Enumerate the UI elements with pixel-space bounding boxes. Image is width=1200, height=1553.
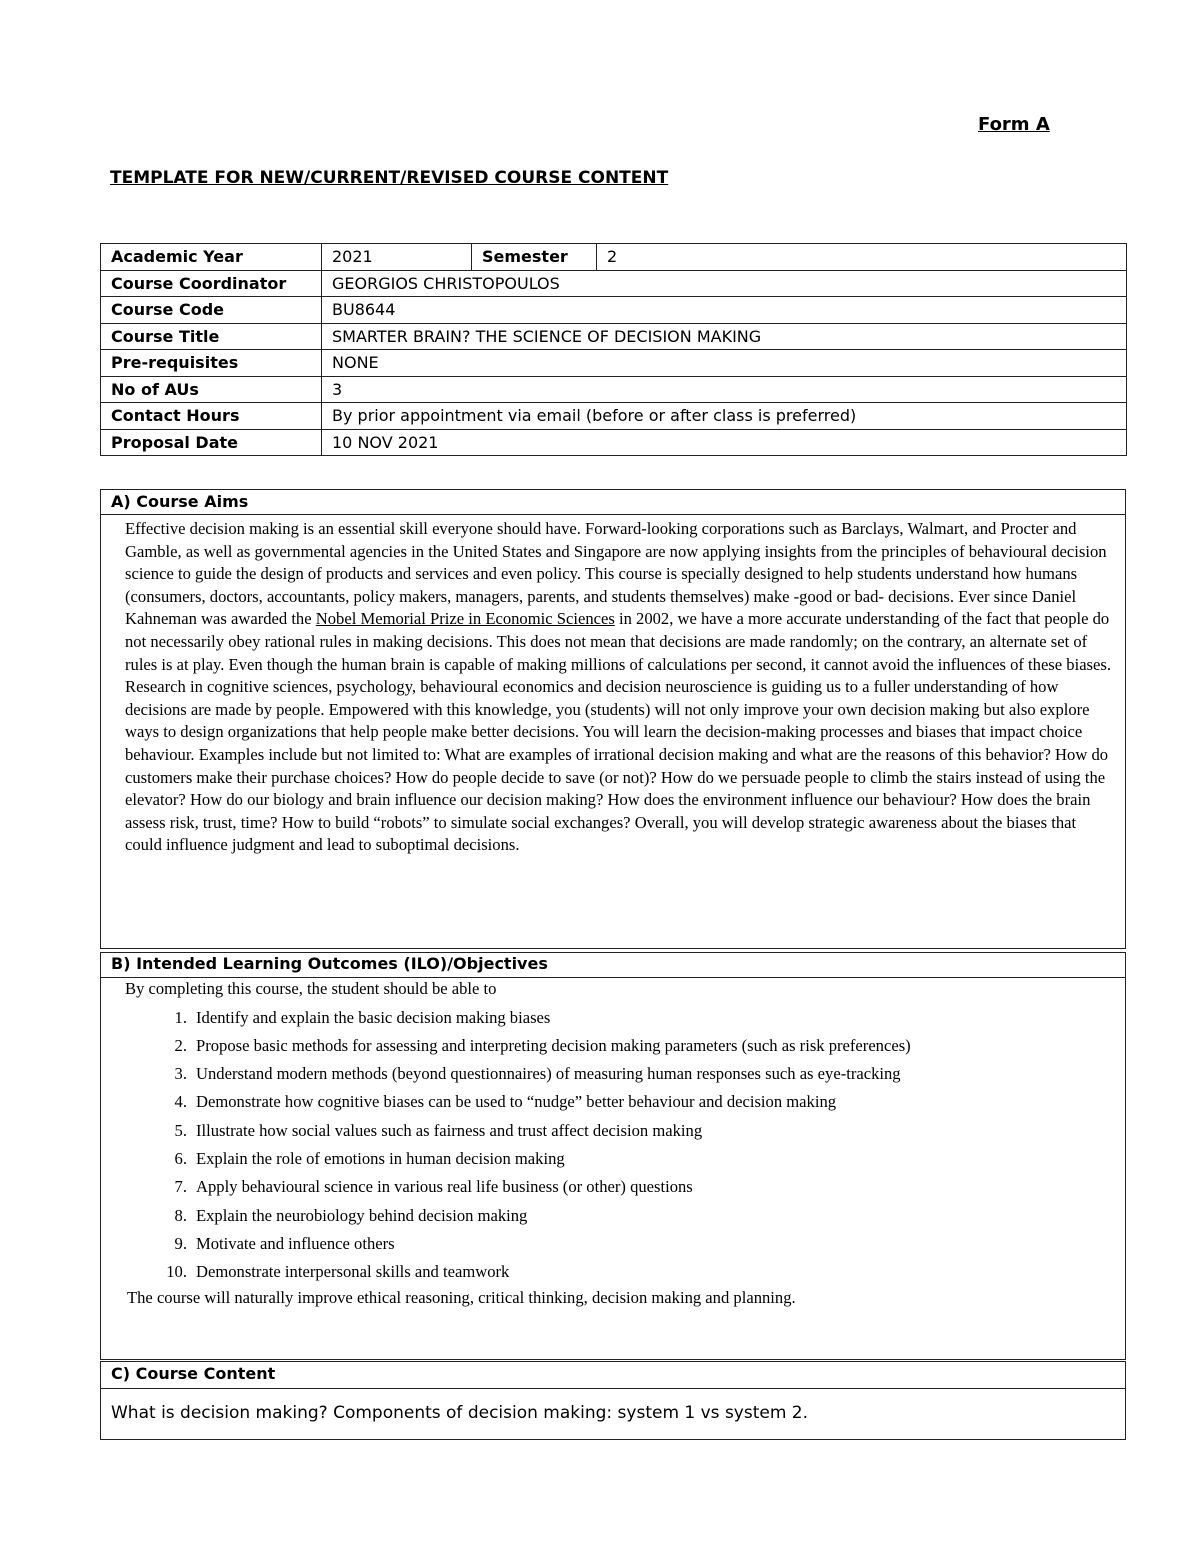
ilo-item-text: Understand modern methods (beyond questionnaires) of measuring human responses such as eye-tracking — [196, 1064, 901, 1084]
contact-hours-label: Contact Hours — [101, 403, 322, 430]
ilo-item-number: 9. — [174, 1233, 187, 1253]
ilo-item-number: 7. — [174, 1177, 187, 1197]
row-course-code — [101, 297, 1127, 324]
ilo-item-text: Apply behavioural science in various real life business (or other) questions — [196, 1177, 693, 1197]
ilo-item-text: Motivate and influence others — [196, 1233, 395, 1253]
ilo-item — [101, 1202, 1125, 1230]
prerequisites-value: NONE — [322, 350, 1127, 377]
semester-value: 2 — [597, 244, 1127, 271]
row-proposal-date — [101, 429, 1127, 456]
aims-text-before: Effective decision making is an essential skill everyone should have. Forward-looking corporations such as Barclays, Walmart, and Procter and Gamble, as well as governmental agencies in the United States and Singapore are now applying insights from the principles of behavioural decision science to guide the design of products and services and even policy. This course is specially designed to help students understand how humans (consumers, doctors, accountants, policy makers, managers, parents, and students themselves) make -good or bad- decisions. Ever since Daniel Kahneman was awarded the — [125, 519, 1107, 629]
ilo-item — [101, 1258, 1125, 1286]
ilo-item — [101, 1032, 1125, 1060]
ilo-item-text: Demonstrate how cognitive biases can be used to “nudge” better behaviour and decision making — [196, 1092, 837, 1112]
course-content-section — [100, 1361, 1126, 1440]
course-aims-text — [101, 515, 1125, 857]
course-content-line: What is decision making? Components of decision making: system 1 vs system 2. — [111, 1403, 809, 1423]
ilo-item-number: 6. — [174, 1149, 187, 1169]
row-contact-hours — [101, 403, 1127, 430]
course-aims-heading: A) Course Aims — [101, 490, 1125, 515]
course-title-value: SMARTER BRAIN? THE SCIENCE OF DECISION MAKING — [322, 323, 1127, 350]
aus-label: No of AUs — [101, 376, 322, 403]
ilo-item-number: 10. — [166, 1262, 187, 1282]
ilo-item-text: Illustrate how social values such as fairness and trust affect decision making — [196, 1120, 703, 1140]
ilo-item — [101, 1117, 1125, 1145]
academic-year-label: Academic Year — [101, 244, 322, 271]
ilo-item-number: 2. — [174, 1035, 187, 1055]
ilo-list — [101, 1004, 1125, 1287]
ilo-item — [101, 1088, 1125, 1116]
ilo-item-number: 5. — [174, 1120, 187, 1140]
proposal-date-value: 10 NOV 2021 — [322, 429, 1127, 456]
ilo-item-text: Demonstrate interpersonal skills and teamwork — [196, 1262, 510, 1282]
row-prerequisites — [101, 350, 1127, 377]
semester-label: Semester — [472, 244, 597, 271]
ilo-item-text: Propose basic methods for assessing and interpreting decision making parameters (such as risk preferences) — [196, 1035, 911, 1055]
ilo-closing: The course will naturally improve ethical reasoning, critical thinking, decision making and planning. — [127, 1287, 796, 1307]
course-info-table — [100, 243, 1127, 456]
course-code-label: Course Code — [101, 297, 322, 324]
ilo-item-text: Explain the role of emotions in human decision making — [196, 1149, 565, 1169]
row-aus — [101, 376, 1127, 403]
aus-value: 3 — [322, 376, 1127, 403]
ilo-item-text: Identify and explain the basic decision making biases — [196, 1007, 551, 1027]
ilo-item-text: Explain the neurobiology behind decision making — [196, 1205, 528, 1225]
form-label: Form A — [978, 114, 1050, 135]
prerequisites-label: Pre-requisites — [101, 350, 322, 377]
contact-hours-value: By prior appointment via email (before or after class is preferred) — [322, 403, 1127, 430]
row-coordinator — [101, 270, 1127, 297]
proposal-date-label: Proposal Date — [101, 429, 322, 456]
row-course-title — [101, 323, 1127, 350]
ilo-intro: By completing this course, the student should be able to — [125, 979, 497, 998]
course-code-value: BU8644 — [322, 297, 1127, 324]
row-academic-year — [101, 244, 1127, 271]
ilo-item-number: 1. — [174, 1007, 187, 1027]
ilo-heading: B) Intended Learning Outcomes (ILO)/Objectives — [101, 953, 1125, 978]
ilo-item — [101, 1060, 1125, 1088]
ilo-item — [101, 1173, 1125, 1201]
ilo-item — [101, 1230, 1125, 1258]
course-title-label: Course Title — [101, 323, 322, 350]
course-content-heading: C) Course Content — [101, 1362, 1125, 1389]
ilo-item — [101, 1004, 1125, 1032]
academic-year-value: 2021 — [322, 244, 472, 271]
ilo-item-number: 4. — [174, 1092, 187, 1112]
template-title: TEMPLATE FOR NEW/CURRENT/REVISED COURSE CONTENT — [110, 168, 669, 188]
coordinator-value: GEORGIOS CHRISTOPOULOS — [322, 270, 1127, 297]
ilo-item — [101, 1145, 1125, 1173]
ilo-item-number: 3. — [174, 1064, 187, 1084]
ilo-section — [100, 952, 1126, 1360]
course-aims-section — [100, 489, 1126, 949]
coordinator-label: Course Coordinator — [101, 270, 322, 297]
ilo-item-number: 8. — [174, 1205, 187, 1225]
nobel-prize-link[interactable]: Nobel Memorial Prize in Economic Sciences — [315, 609, 615, 629]
aims-text-after: in 2002, we have a more accurate understanding of the fact that people do not necessarily obey rational rules in making decisions. This does not mean that decisions are made randomly; on the contrary, an alternate set of rules is at play. Even though the human brain is capable of making millions of calculations per second, it cannot avoid the influences of these biases. Research in cognitive sciences, psychology, behavioural economics and decision neuroscience is guiding us to a fuller understanding of how decisions are made by people. Empowered with this knowledge, you (students) will not only improve your own decision making but also explore ways to design organizations that help people make better decisions. You will learn the decision-making processes and biases that impact choice behaviour. Examples include but not limited to: What are examples of irrational decision making and what are the reasons of this behavior? How do customers make their purchase choices? How do people decide to save (or not)? How do we persuade people to climb the stairs instead of using the elevator? How do our biology and brain influence our decision making? How does the environment influence our behaviour? How does the brain assess risk, trust, time? How to build “robots” to simulate social exchanges? Overall, you will develop strategic awareness about the biases that could influence judgment and lead to suboptimal decisions. — [125, 609, 1111, 855]
